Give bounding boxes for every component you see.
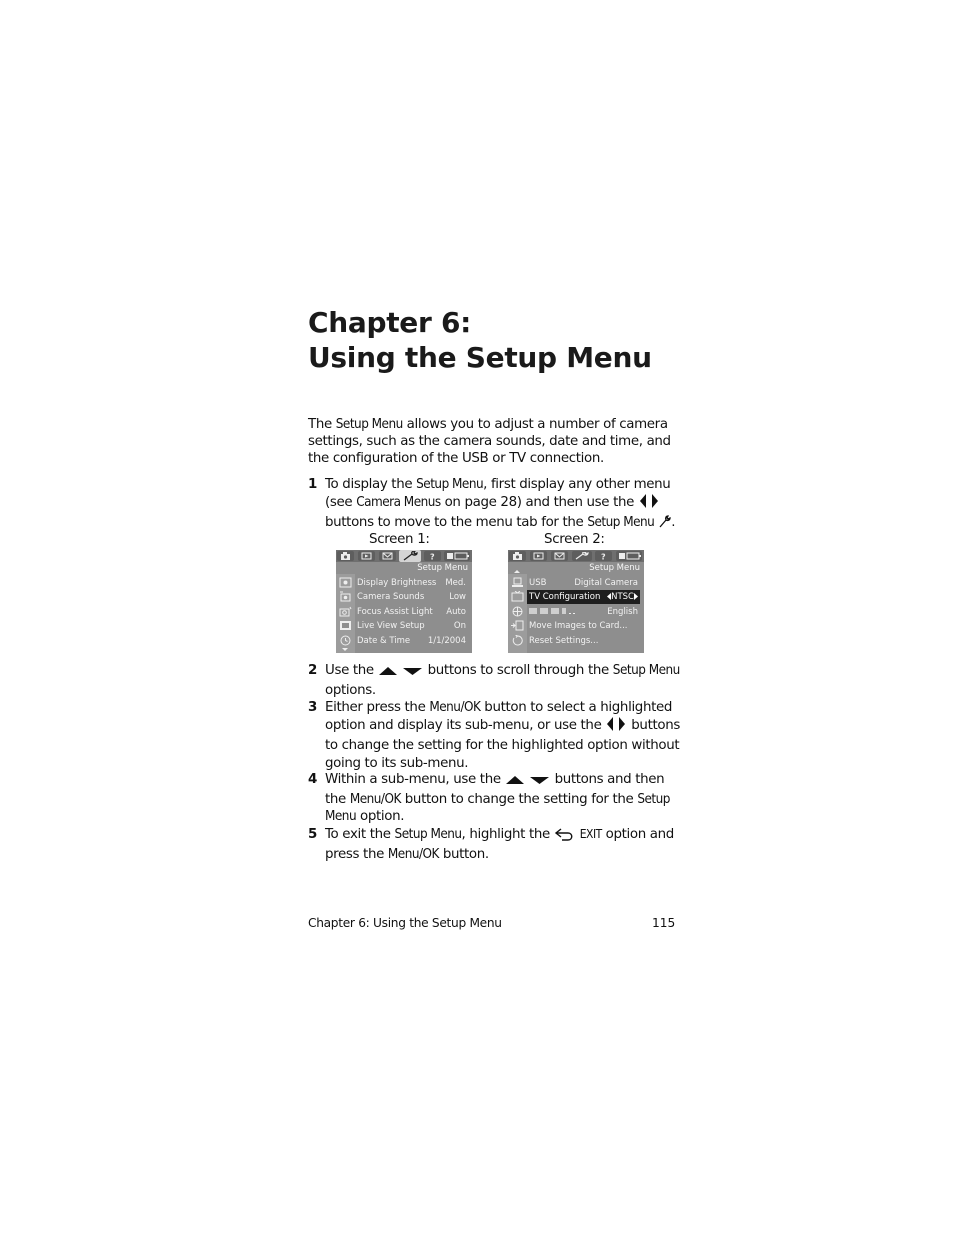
step-text-part: , highlight the: [461, 827, 554, 842]
row-label: USB: [529, 578, 547, 588]
camera-icon: [509, 551, 526, 561]
help-icon: [424, 551, 441, 561]
menu-row[interactable]: [355, 576, 468, 590]
language-flags: [529, 607, 577, 619]
menu-row-highlighted[interactable]: [527, 590, 640, 604]
svg-text:?: ?: [430, 552, 435, 560]
menu-row[interactable]: [527, 619, 640, 633]
usb-icon: [511, 577, 524, 588]
step-number: 2: [308, 663, 317, 678]
step-text-part: button to select a highlighted option and display its sub-menu, or use the: [325, 700, 673, 734]
step-4: [308, 771, 680, 826]
row-value: Digital Camera: [574, 578, 638, 588]
step-text-part: To display the: [325, 477, 417, 492]
svg-text:?: ?: [601, 552, 606, 560]
menu-row[interactable]: [527, 576, 640, 590]
row-label: TV Configuration: [529, 592, 601, 602]
row-label: Reset Settings...: [529, 636, 599, 646]
camera-screen-1: [336, 550, 472, 653]
setup-menu-term: Setup Menu: [335, 417, 403, 432]
screen-1-label: Screen 1:: [369, 532, 430, 547]
step-text-part: , first display any other menu (see: [325, 477, 671, 511]
row-label: Camera Sounds: [357, 592, 425, 602]
chapter-title-line1: Chapter 6:: [308, 306, 472, 339]
exit-arrow-icon: [554, 827, 576, 846]
step-text-part: Within a sub-menu, use the: [325, 772, 505, 787]
language-flags-icon: [529, 607, 577, 616]
right-arrow-icon: [634, 593, 638, 600]
row-value: NTSC: [611, 592, 634, 602]
step-text-part: Use the: [325, 663, 378, 678]
row-value: 1/1/2004: [427, 636, 466, 646]
focus-light-icon: [339, 606, 352, 617]
row-value: Auto: [446, 607, 466, 617]
help-icon: [595, 551, 612, 561]
footer-chapter-title: Chapter 6: Using the Setup Menu: [308, 916, 502, 930]
wrench-icon: [658, 515, 671, 534]
live-view-icon: [339, 620, 352, 631]
setup-menu-term: Setup Menu: [325, 792, 670, 825]
move-images-icon: [511, 620, 524, 631]
menu-row[interactable]: [355, 590, 468, 604]
menu-tab-bar: [508, 550, 644, 562]
step-text: [325, 699, 680, 772]
step-5: [308, 826, 680, 863]
camera-screen-2: [508, 550, 644, 653]
step-number: 4: [308, 772, 317, 787]
camera-icon: [337, 551, 354, 561]
step-number: 3: [308, 700, 317, 715]
step-1: [308, 476, 680, 535]
row-value-with-arrows: [607, 592, 638, 602]
menu-ok-term: Menu/OK: [349, 792, 401, 808]
intro-text: The: [308, 417, 336, 432]
sound-icon: [339, 591, 352, 602]
tv-icon: [511, 591, 524, 602]
step-text-part: option.: [356, 809, 405, 825]
wrench-icon: [399, 550, 421, 562]
step-text-part: .: [671, 515, 676, 531]
row-label: Live View Setup: [357, 621, 425, 631]
battery-icon: [444, 551, 470, 561]
up-down-arrow-icon: [505, 774, 551, 791]
step-text-part: buttons and then the: [325, 772, 665, 808]
wrench-icon: [572, 551, 592, 561]
step-text: [325, 771, 680, 826]
playback-icon: [358, 551, 375, 561]
battery-icon: [616, 551, 642, 561]
row-value: English: [607, 607, 638, 617]
row-label: Display Brightness: [357, 578, 437, 588]
playback-icon: [530, 551, 547, 561]
reset-icon: [511, 635, 524, 646]
left-right-arrow-icon: [638, 493, 660, 514]
menu-tab-bar: [336, 550, 472, 562]
up-down-arrow-icon: [378, 665, 424, 682]
language-icon: [511, 606, 524, 617]
step-text-part: on page 28) and then use the: [440, 495, 638, 511]
step-text-part: To exit the: [325, 827, 395, 842]
step-text-part: button.: [438, 847, 489, 863]
step-number: 5: [308, 827, 317, 842]
screen-2-label: Screen 2:: [544, 532, 605, 547]
step-text-part: buttons to scroll through the: [427, 663, 613, 678]
setup-menu-term: Setup Menu: [416, 477, 484, 492]
step-text-part: Either press the: [325, 700, 430, 715]
intro-paragraph: [308, 416, 678, 468]
intro-text: allows you to adjust a number of camera settings, such as the camera sounds, date and time, and the configuration of the USB or TV connection.: [308, 417, 671, 467]
chapter-title-line2: Using the Setup Menu: [308, 341, 652, 374]
exit-term: EXIT: [579, 827, 602, 841]
step-3: [308, 699, 680, 772]
screen-title: Setup Menu: [589, 563, 640, 573]
row-label: Move Images to Card...: [529, 621, 628, 631]
row-label: Date & Time: [357, 636, 411, 646]
scroll-up-icon: [514, 570, 520, 573]
step-2: [308, 662, 680, 699]
clock-icon: [339, 635, 352, 646]
page-number: 115: [652, 916, 676, 930]
menu-row[interactable]: [355, 619, 468, 633]
step-text: [325, 826, 680, 863]
share-icon: [379, 551, 396, 561]
step-text-part: option and press the: [325, 827, 674, 863]
menu-row[interactable]: [355, 605, 468, 619]
share-icon: [551, 551, 568, 561]
row-value: Med.: [445, 578, 466, 588]
menu-row[interactable]: [355, 634, 468, 648]
setup-menu-term: Setup Menu: [394, 827, 462, 842]
menu-row[interactable]: [527, 605, 640, 619]
step-number: 1: [308, 477, 317, 492]
step-text-part: options.: [325, 683, 376, 699]
chapter-title: [308, 305, 652, 375]
step-text-part: buttons to change the setting for the highlighted option without going to its sub-menu.: [325, 718, 680, 771]
menu-ok-term: Menu/OK: [387, 847, 439, 863]
row-label: Focus Assist Light: [357, 607, 433, 617]
screen-title: Setup Menu: [417, 563, 468, 573]
scroll-down-icon: [342, 648, 348, 651]
step-text-part: buttons to move to the menu tab for the: [325, 515, 588, 531]
brightness-icon: [339, 577, 352, 588]
row-value: Low: [449, 592, 466, 602]
setup-menu-term: Setup Menu: [612, 663, 680, 678]
menu-ok-term: Menu/OK: [429, 700, 481, 715]
menu-row[interactable]: [527, 634, 640, 648]
camera-menus-term: Camera Menus: [356, 495, 441, 511]
step-text: [325, 662, 680, 699]
setup-menu-term: Setup Menu: [587, 515, 655, 531]
step-text-part: button to change the setting for the: [400, 792, 638, 808]
left-right-arrow-icon: [605, 716, 627, 737]
row-value: On: [453, 621, 466, 631]
step-text: [325, 476, 680, 535]
